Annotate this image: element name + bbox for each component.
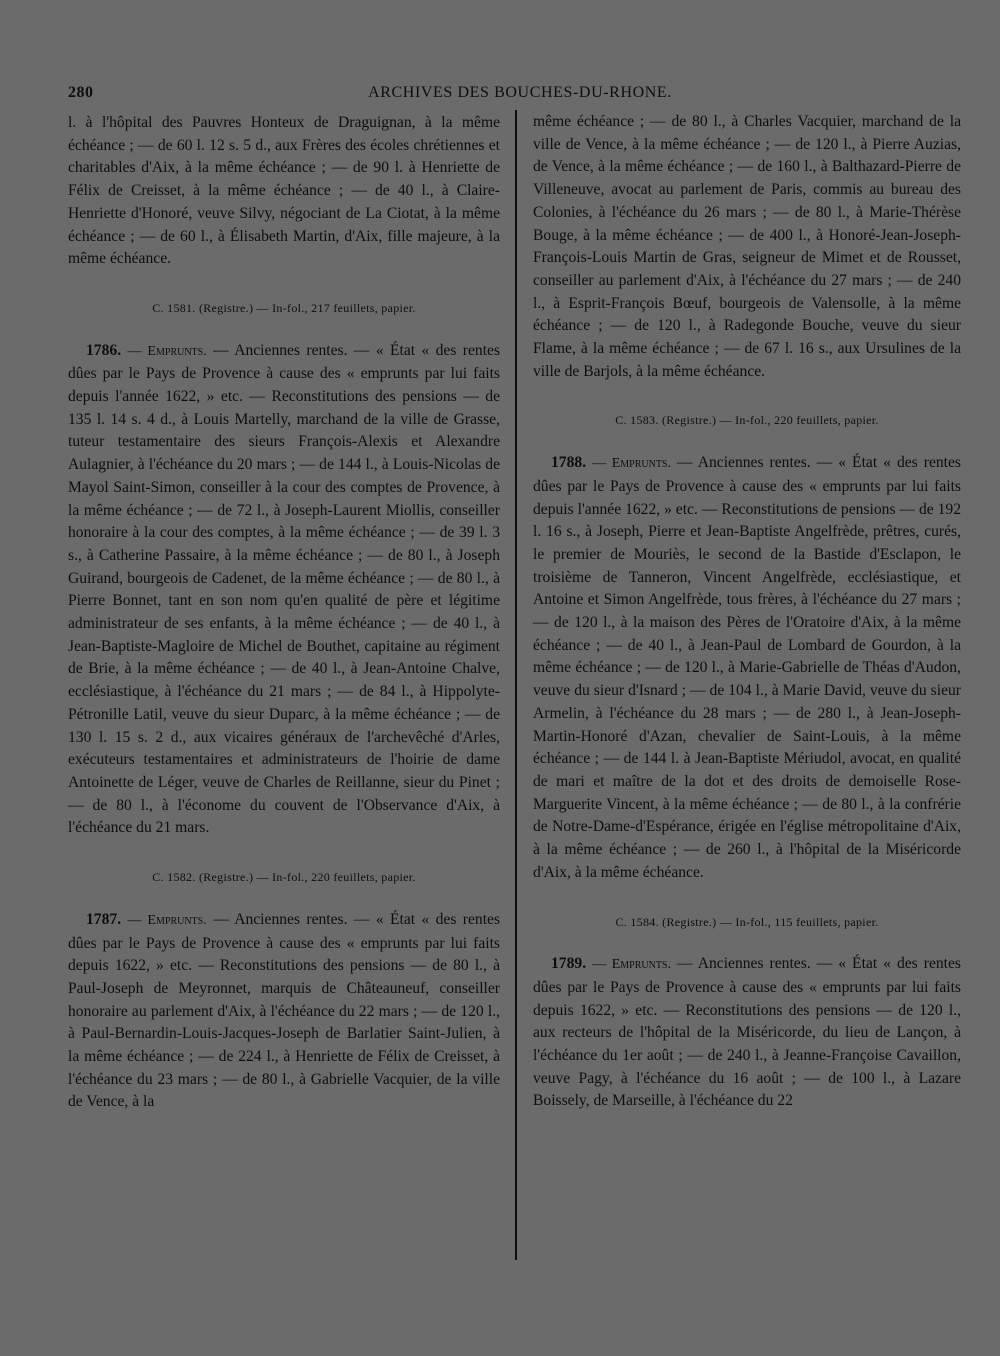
running-title: ARCHIVES DES BOUCHES-DU-RHONE. [368,84,672,101]
citation: C. 1581. (Registre.) — In-fol., 217 feuillets, papier. [152,300,416,315]
entry-text: — Anciennes rentes. — « État « des rentes dûes par le Pays de Provence à cause des « emprunts par lui faits depuis 1622, » etc. — Reconstitutions des pensions — de 80 l., à Paul-Joseph de Meyronnet, marquis de Châteauneuf, conseiller honoraire au parlement d'Aix, à l'échéance du 22 mars ; — de 120 l., à Paul-Bernardin-Louis-Jacques-Joseph de Barlatier Saint-Julien, à la même échéance ; — de 224 l., à Henriette de Félix de Creisset, à l'échéance du 23 mars ; — de 80 l., à Gabrielle Vacquier, de la ville de Vence, à la [68,910,501,1111]
citation: C. 1584. (Registre.) — In-fol., 115 feuillets, papier. [615,914,879,929]
continuation-text: même échéance ; — de 80 l., à Charles Vacquier, marchand de la ville de Vence, à la même échéance ; — de 120 l., à Pierre Auzias, de Vence, à la même échéance ; — de 160 l., à Balthazard-Pierre de Villeneuve, avocat au parlement de Paris, commis au bureau des Colonies, à l'échéance du 26 mars ; — de 80 l., à Marie-Thérèse Bouge, à la même échéance ; — de 400 l., à Honoré-Jean-Joseph-François-Louis Martin de Gras, seigneur de Mimet et de Rousset, conseiller au parlement d'Aix, à l'échéance du 27 mars ; — de 240 l., à Esprit-François Bœuf, bourgeois de Valensolle, à la même échéance ; — de 120 l., à Radegonde Bouche, veuve du sieur Flame, à la même échéance ; — de 67 l. 16 s., aux Ursulines de la ville de Barjols, à la même échéance. [533,113,961,380]
entry-number: 1789. [551,955,587,973]
entry-number: 1788. [551,454,587,472]
entry-category: — Emprunts. [127,912,207,928]
entry-text: — Anciennes rentes. — « État « des rentes dûes par le Pays de Provence à cause des « emprunts par lui faits depuis l'année 1622, » etc. — Reconstitutions de pensions — de 192 l. 16 s., à Joseph, Pierre et Jean-Baptiste Angelfrède, prêtres, curés, le premier de Mouriès, le second de la Bastide d'Esclapon, le troisième de Tanneron, Vincent Angelfrède, ecclésiastique, et Antoine et Simon Angelfrède, tous frères, à l'échéance du 27 mars ; — de 120 l., à la maison des Pères de l'Oratoire d'Aix, à la même échéance ; — de 40 l., à Jean-Paul de Lombard de Gourdon, à la même échéance ; — de 120 l., à Marie-Gabrielle de Théas d'Audon, veuve du sieur d'Isnard ; — de 104 l., à Marie David, veuve du sieur Armelin, à l'échéance du 28 mars ; — de 280 l., à Jean-Joseph-Martin-Honoré d'Azan, chevalier de Saint-Louis, à la même échéance ; — de 144 l. à Jean-Baptiste Mériudol, avocat, en qualité de mari et maître de la dot et des droits de demoiselle Rose-Marguerite Vincent, à la même échéance ; — de 80 l., à la confrérie de Notre-Dame-d'Espérance, érigée en l'église métropolitaine d'Aix, à la même échéance ; — de 260 l., à l'hôpital de la Miséricorde d'Aix, à la même échéance. [533,454,961,881]
entry-text: — Anciennes rentes. — « État « des rentes dûes par le Pays de Provence à cause des « emprunts par lui faits depuis l'année 1622, » etc. — Reconstitutions des pensions — de 135 l. 14 s. 4 d., à Louis Martelly, marchand de la ville de Grasse, tuteur testamentaire des sieurs François-Alexis et Alexandre Aulagnier, à l'échéance du 20 mars ; — de 144 l., à Louis-Nicolas de Mayol Saint-Simon, conseiller à la cour des comptes de Provence, à la même échéance ; — de 72 l., à Joseph-Laurent Miollis, conseiller honoraire à la cour des comptes, à la même échéance ; — de 39 l. 3 s., à Catherine Passaire, à la même échéance ; — de 80 l., à Joseph Guirand, bourgeois de Cadenet, de la même échéance ; — de 80 l., à Pierre Bonnet, tant en son nom qu'en qualité de père et légitime administrateur de ses enfants, à la même échéance ; — de 40 l., à Jean-Baptiste-Magloire de Michel de Bouthet, capitaine au régiment de Brie, à la même échéance ; — de 40 l., à Jean-Antoine Chalve, ecclésiastique, à l'échéance du 21 mars ; — de 84 l., à Hippolyte-Pétronille Latil, veuve du sieur Duparc, à la même échéance ; — de 130 l. 15 s. 2 d., aux vicaires généraux de l'archevêché d'Arles, exécuteurs testamentaires et administrateurs de l'hoirie de dame Antoinette de Léger, veuve de Charles de Reillanne, sieur du Pinet ; — de 80 l., à l'économe du couvent de l'Observance d'Aix, à l'échéance du 21 mars. [68,341,501,837]
entry-number: 1786. [86,341,122,359]
citation: C. 1583. (Registre.) — In-fol., 220 feuillets, papier. [615,413,879,428]
entry-number: 1787. [86,910,122,928]
entry-category: — Emprunts. [127,343,207,359]
entry-1787 [68,909,500,1114]
left-column [68,112,500,1114]
column-divider [515,110,517,1260]
entry-text: — Anciennes rentes. — « État « des rentes dûes par le Pays de Provence à cause des « emprunts par lui faits depuis 1622, » etc. — Reconstitutions des pensions — de 120 l., aux recteurs de l'hôpital de la Miséricorde, du lieu de Lançon, à l'échéance du 1er août ; — de 240 l., à Jeanne-Françoise Cavaillon, veuve Pagy, à l'échéance du 16 août ; — de 100 l., à Lazare Boissely, de Marseille, à l'échéance du 22 [533,955,961,1110]
right-column [533,111,961,1113]
citation: C. 1582. (Registre.) — In-fol., 220 feuillets, papier. [152,870,416,885]
page-number: 280 [68,84,94,101]
continuation-text: l. à l'hôpital des Pauvres Honteux de Draguignan, à la même échéance ; — de 60 l. 12 s. 5 d., aux Frères des écoles chrétiennes et charitables d'Aix, à la même échéance ; — de 90 l. à Henriette de Félix de Creisset, à la même échéance ; — de 40 l., à Claire-Henriette d'Honoré, veuve Silvy, négociant de La Ciotat, à la même échéance ; — de 60 l., à Élisabeth Martin, d'Aix, fille majeure, à la même échéance. [68,114,500,268]
entry-1788 [533,452,961,884]
entry-category: — Emprunts. [592,456,671,472]
entry-1786 [68,340,500,840]
entry-category: — Emprunts. [592,957,671,973]
entry-1789 [533,953,961,1113]
